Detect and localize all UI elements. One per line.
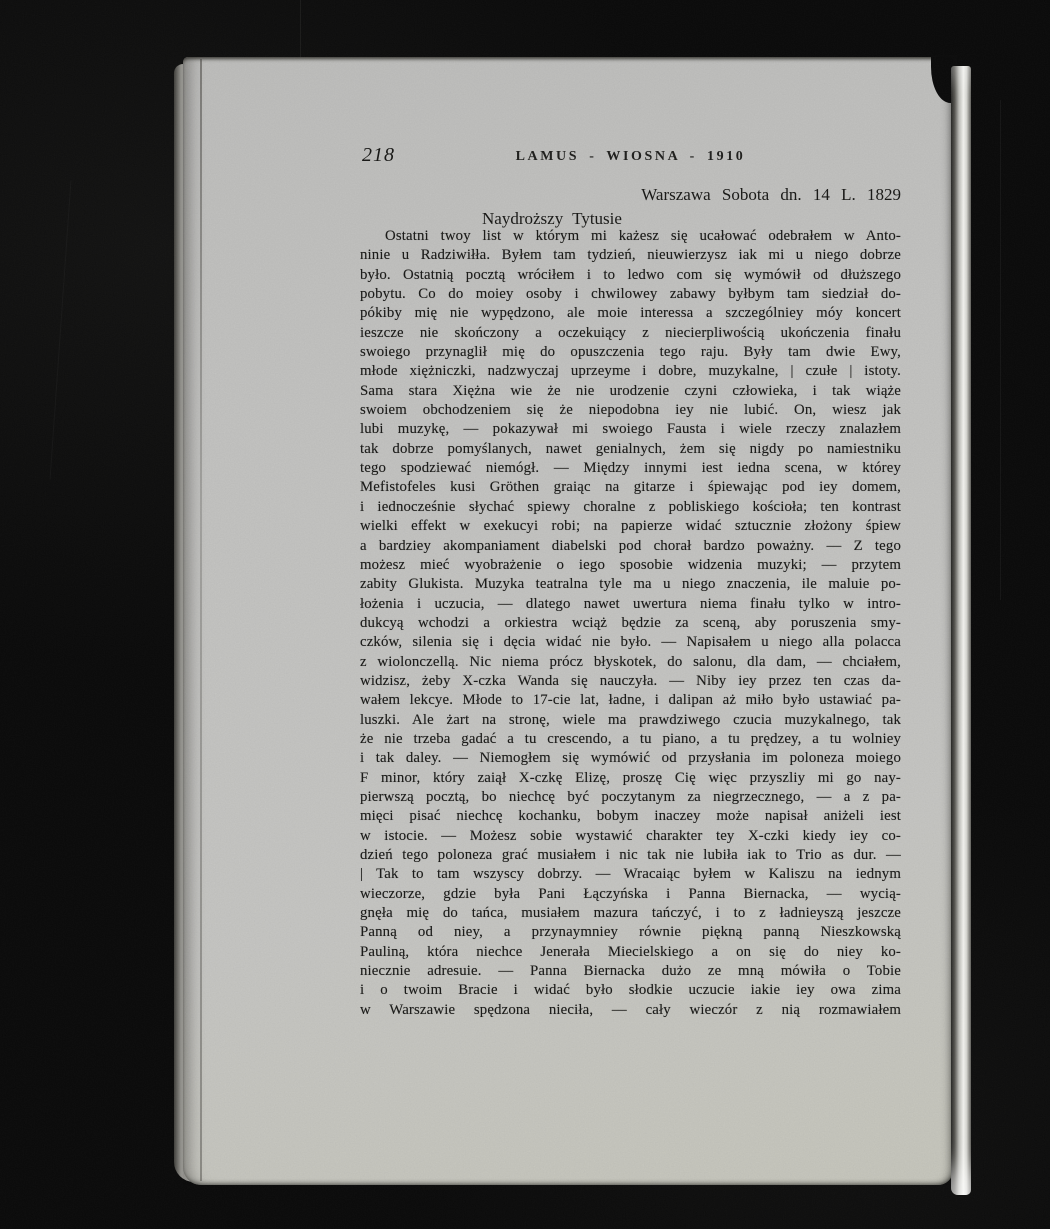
letter-text-line: w Warszawie spędzona nieciła, — cały wieczór z nią rozmawiałem	[360, 1001, 901, 1018]
letter-text-line: pókiby mię nie wypędzono, ale moie interessa a szczególniey móy koncert	[360, 305, 901, 322]
letter-text-line: widzisz, żeby X-czka Wanda się nauczyła. — Niby iey przez ten czas da-	[360, 672, 901, 689]
letter-salutation: Naydroższy Tytusie	[482, 209, 622, 228]
letter-text-line: dzień tego poloneza grać musiałem i nic tak nie lubiła iak to Trio as dur. —	[360, 847, 901, 863]
letter-text-line: łożenia i uczucia, — dlatego nawet uwertura niema finału tylko w intro-	[360, 595, 901, 612]
letter-text-line: ieszcze nie skończony a oczekuiący z niecierpliwością ukończenia finału	[360, 324, 901, 341]
letter-text-line: F minor, który zaiął X-czkę Elizę, proszę Cię więc przyszliy mi go nay-	[360, 769, 901, 786]
page-number: 218	[362, 144, 395, 166]
letter-text-line: czków, silenia się i dęcia widać nie było. — Napisałem u niego alla polacca	[360, 634, 901, 651]
letter-text-line: i o twoim Bracie i widać było słodkie uczucie iakie iey owa zima	[360, 982, 901, 999]
letter-text-line: ninie u Radziwiłła. Byłem tam tydzień, nieuwierzysz iak mi u niego dobrze	[360, 247, 901, 264]
journal-running-title: LAMUS - WIOSNA - 1910	[515, 149, 746, 164]
letter-text-line: było. Ostatnią pocztą wróciłem i to ledwo com się wymówił od dłuższego	[360, 266, 901, 283]
letter-text-line: zabity Glukista. Muzyka teatralna tyle ma u niego znaczenia, ile maluie po-	[360, 576, 901, 593]
letter-text-line: Ostatni twoy list w którym mi każesz się ucałować odebrałem w Anto-	[385, 228, 901, 244]
letter-text-line: | Tak to tam wszyscy dobrzy. — Wracaiąc byłem w Kaliszu na iednym	[360, 866, 901, 883]
letter-text-line: wielki effekt w exekucyi robi; na papierze widać sztucznie złożony śpiew	[360, 518, 901, 535]
letter-text-line: z wiolonczellą. Nic niema prócz błyskotek, do salonu, dla dam, — chciałem,	[360, 653, 901, 670]
letter-text-line: tego spodziewać niemógł. — Między innymi iest iedna scena, w którey	[360, 460, 901, 477]
letter-body	[360, 227, 901, 1020]
letter-text-line: a bardziey akompaniament diabelski pod chorał bardzo poważny. — Z tego	[360, 537, 901, 554]
letter-text-line: Sama stara Xiężna wie że nie urodzenie czyni człowieka, i tak wiąże	[360, 382, 901, 399]
letter-text-line: Mefistofeles kusi Gröthen graiąc na gitarze i śpiewając pod iey domem,	[360, 479, 901, 496]
running-header-row	[360, 146, 901, 170]
letter-text-line: wałem lekcye. Młode to 17-cie lat, ładne, i dalipan aż miło było ustawiać pa-	[360, 692, 901, 709]
letter-dateline: Warszawa Sobota dn. 14 L. 1829	[641, 185, 901, 204]
letter-text-line: swoiem obchodzeniem się że niepodobna iey nie lubić. On, wiesz jak	[360, 402, 901, 419]
letter-text-line: gnęła mię do tańca, musiałem mazura tańczyć, i to z ładnieyszą jeszcze	[360, 905, 901, 922]
letter-text-line: tak dobrze pomyślanych, nawet genialnych, żem się nigdy po namiestniku	[360, 440, 901, 457]
letter-text-line: w istocie. — Możesz sobie wystawić charakter tey X-czki kiedy iey co-	[360, 827, 901, 844]
letter-text-line: Pauliną, która niechce Jenerała Miecielskiego a on się do niey ko-	[360, 943, 901, 960]
letter-text-line: luszki. Ale żart na stronę, wiele ma prawdziwego czucia muzykalnego, tak	[360, 711, 901, 728]
letter-text-line: i tak daley. — Niemogłem się wymówić od przysłania im poloneza moiego	[360, 750, 901, 767]
letter-text-line: możesz mieć wyobrażenie o iego sposobie widzenia muzyki; — przytem	[360, 556, 901, 573]
letter-text-line: Panną od niey, a przynaymniey równie piękną panną Nieszkowską	[360, 924, 901, 941]
letter-text-line: i iednocześnie słychać spiewy choralne z pobliskiego kościoła; ten kontrast	[360, 498, 901, 515]
letter-text-line: dukcyą wchodzi a orkiestra wciąż będzie za sceną, aby poruszenia smy-	[360, 614, 901, 631]
letter-text-line: niecznie adresuie. — Panna Biernacka dużo ze mną mówiła o Tobie	[360, 963, 901, 980]
letter-text-line: mięci pisać niechcę kochanku, bobym inaczey może napisał aniżeli iest	[360, 808, 901, 825]
letter-text-line: że nie trzeba gadać a tu crescendo, a tu piano, a tu prędzey, a tu wolniey	[360, 730, 901, 747]
letter-text-line: wieczorze, gdzie była Pani Łączyńska i Panna Biernacka, — wycią-	[360, 885, 901, 902]
letter-text-line: pobytu. Co do moiey osoby i chwilowey zabawy byłbym tam siedział do-	[360, 286, 901, 303]
letter-text-line: pierwszą pocztą, bo niechcę być poczytanym za niegrzecznego, — a z pa-	[360, 788, 901, 805]
letter-text-line: lubi muzykę, — pokazywał mi swoiego Fausta i wiele rzeczy znalazłem	[360, 421, 901, 438]
letter-text-line: młode xiężniczki, nadzwyczaj uprzeyme i dobre, muzykalne, | czułe | istoty.	[360, 363, 901, 380]
letter-text-line: swoiego przynaglił mię do opuszczenia tego raju. Były tam dwie Ewy,	[360, 344, 901, 361]
